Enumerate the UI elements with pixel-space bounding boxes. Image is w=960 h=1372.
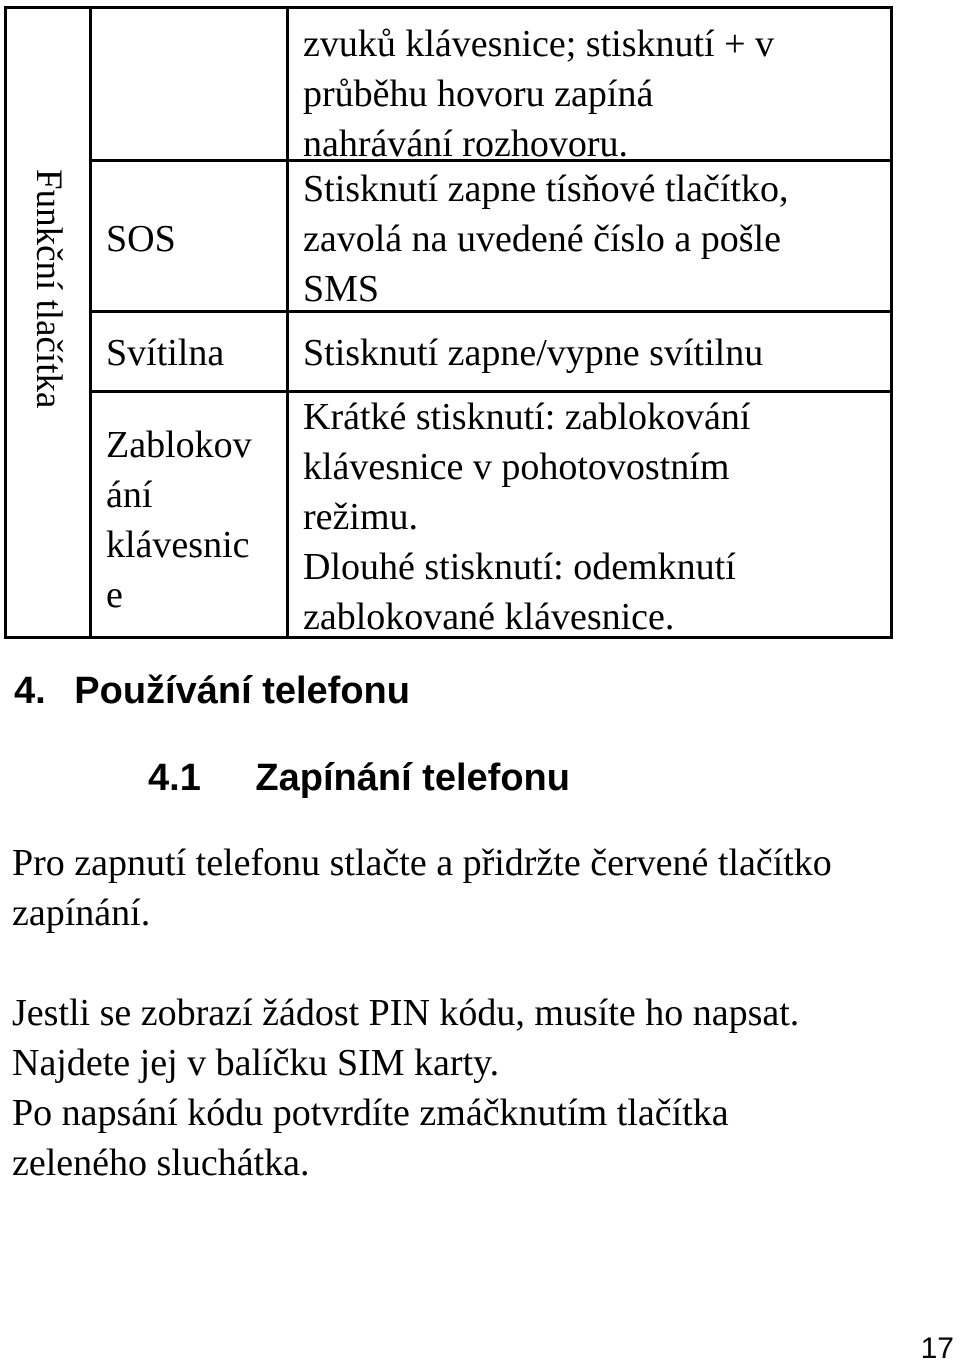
desc-line: nahrávání rozhovoru. — [303, 123, 628, 165]
desc-line: Dlouhé stisknutí: odemknutí — [303, 546, 736, 588]
section-title: Používání telefonu — [74, 670, 410, 712]
page-number: 17 — [920, 1332, 954, 1365]
table-row-desc — [303, 164, 788, 314]
section-number: 4. — [14, 670, 46, 712]
key-label: klávesnic — [106, 524, 250, 566]
table-row-desc — [303, 392, 750, 642]
paragraph — [12, 838, 832, 938]
subsection-number: 4.1 — [148, 757, 201, 799]
key-label: Svítilna — [106, 332, 225, 374]
function-keys-table — [4, 6, 893, 639]
table-row-desc — [303, 328, 763, 378]
table-group-title: Funkční tlačítka — [28, 169, 69, 409]
desc-line: režimu. — [303, 496, 419, 538]
desc-line: Stisknutí zapne tísňové tlačítko, — [303, 168, 789, 210]
paragraph-line: zapínání. — [12, 892, 151, 934]
desc-line: Stisknutí zapne/vypne svítilnu — [303, 332, 764, 374]
key-label: ání — [106, 474, 153, 516]
table-row-key — [106, 328, 224, 378]
key-label: SOS — [106, 218, 176, 260]
section-heading — [14, 668, 410, 714]
desc-line: zavolá na uvedené číslo a pošle — [303, 218, 781, 260]
paragraph-line: Najdete jej v balíčku SIM karty. — [12, 1042, 500, 1084]
subsection-title: Zapínání telefonu — [255, 757, 570, 799]
desc-line: průběhu hovoru zapíná — [303, 73, 654, 115]
paragraph-line: zeleného sluchátka. — [12, 1142, 310, 1184]
subsection-heading — [148, 755, 570, 801]
table-column-divider — [286, 9, 289, 636]
key-label: e — [106, 574, 123, 616]
paragraph-line: Pro zapnutí telefonu stlačte a přidržte červené tlačítko — [12, 842, 832, 884]
desc-line: zvuků klávesnice; stisknutí + v — [303, 23, 775, 65]
table-group-title-cell — [7, 9, 89, 636]
desc-line: SMS — [303, 268, 380, 310]
desc-line: zablokované klávesnice. — [303, 596, 675, 638]
table-row-key — [106, 214, 176, 264]
desc-line: Krátké stisknutí: zablokování — [303, 396, 751, 438]
table-row-desc — [303, 19, 774, 169]
paragraph-line: Jestli se zobrazí žádost PIN kódu, musíte ho napsat. — [12, 992, 800, 1034]
paragraph-line: Po napsání kódu potvrdíte zmáčknutím tlačítka — [12, 1092, 729, 1134]
paragraph — [12, 988, 799, 1188]
key-label: Zablokov — [106, 424, 252, 466]
table-column-divider — [89, 9, 92, 636]
desc-line: klávesnice v pohotovostním — [303, 446, 730, 488]
table-row-key — [106, 420, 252, 620]
